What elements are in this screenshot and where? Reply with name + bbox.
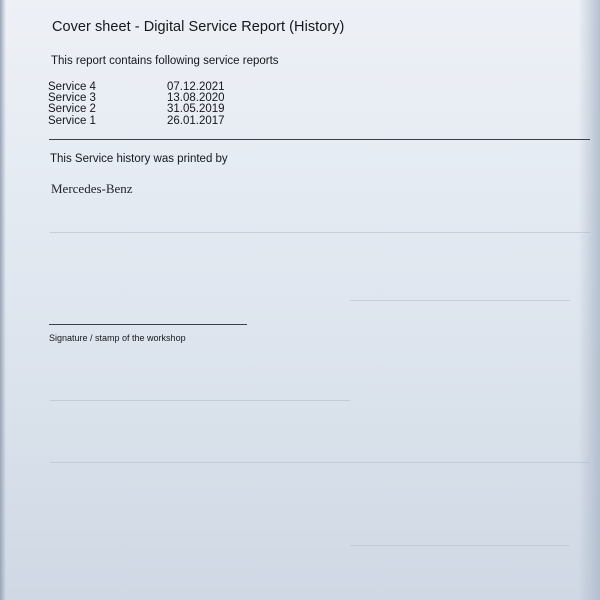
service-date: 13.08.2020 — [167, 92, 225, 105]
signature-line — [49, 324, 247, 325]
service-name: Service 2 — [48, 103, 96, 116]
bleed-rule — [50, 232, 590, 233]
printed-by-label: This Service history was printed by — [50, 153, 228, 165]
service-name: Service 1 — [48, 114, 96, 127]
bleed-rule — [50, 462, 590, 463]
bleed-rule — [350, 300, 570, 301]
bleed-rule — [350, 545, 570, 546]
section-divider — [49, 139, 590, 140]
service-row — [48, 116, 268, 127]
brand-logo-text: Mercedes-Benz — [51, 181, 133, 196]
service-name: Service 4 — [48, 81, 96, 93]
paper-edge-shadow — [578, 0, 600, 600]
paper-edge-shadow — [0, 0, 6, 600]
signature-label: Signature / stamp of the workshop — [49, 333, 186, 343]
service-date: 31.05.2019 — [167, 103, 225, 116]
service-list — [48, 82, 268, 127]
service-row — [48, 104, 268, 115]
service-name: Service 3 — [48, 92, 96, 105]
service-date: 07.12.2021 — [167, 81, 225, 93]
service-date: 26.01.2017 — [167, 114, 225, 127]
page-title: Cover sheet - Digital Service Report (History) — [52, 19, 345, 35]
bleed-rule — [50, 400, 350, 401]
report-intro: This report contains following service reports — [51, 55, 279, 67]
